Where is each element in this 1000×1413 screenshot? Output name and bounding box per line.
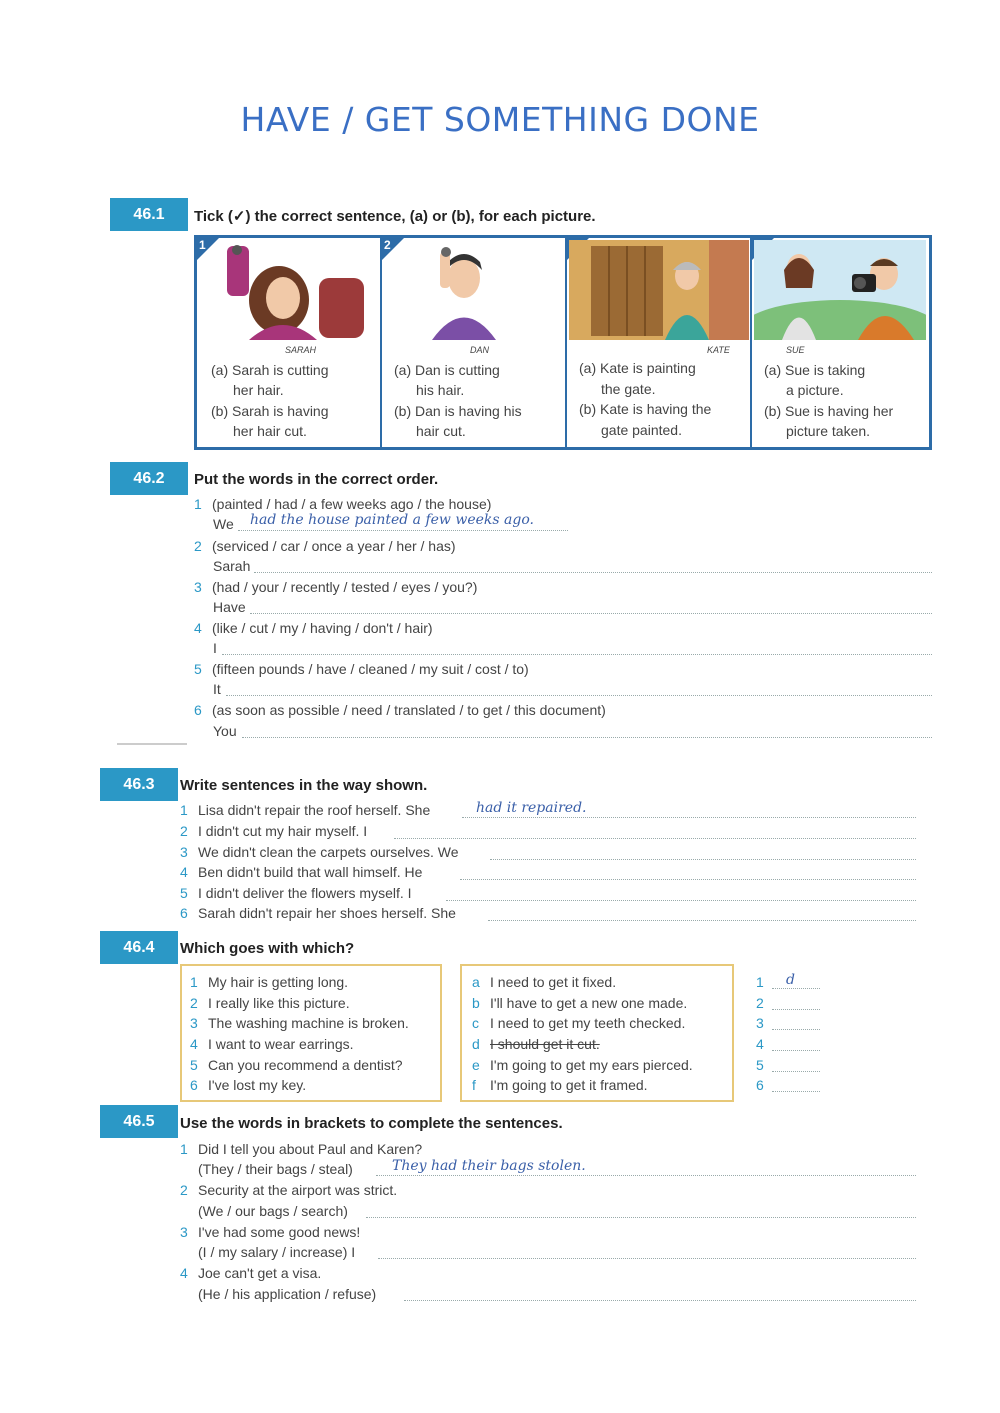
answer-line[interactable] bbox=[772, 988, 820, 989]
option-b-line1[interactable]: (b) Kate is having the bbox=[579, 401, 712, 417]
item-text: I'm going to get it framed. bbox=[490, 1077, 648, 1093]
word-prompt: (I / my salary / increase) I bbox=[198, 1244, 356, 1260]
exercise-badge-46-1: 46.1 bbox=[110, 198, 188, 231]
option-a-line1[interactable]: (a) Sue is taking bbox=[764, 362, 866, 378]
item-letter: d bbox=[472, 1036, 480, 1052]
item-number: 5 bbox=[194, 661, 202, 677]
picture-number: 1 bbox=[199, 238, 206, 252]
caption-name: SUE bbox=[786, 345, 805, 355]
left-item bbox=[190, 995, 350, 1011]
ex463-item bbox=[180, 844, 459, 860]
item-letter: b bbox=[472, 995, 480, 1011]
context-text: I've had some good news! bbox=[198, 1224, 361, 1240]
caption-name: SARAH bbox=[285, 345, 317, 355]
item-letter: a bbox=[472, 974, 480, 990]
item-text: The washing machine is broken. bbox=[208, 1015, 409, 1031]
gate-painting-illustration bbox=[569, 240, 749, 340]
option-a-line1[interactable]: (a) Dan is cutting bbox=[394, 362, 500, 378]
left-item bbox=[190, 1015, 409, 1031]
option-b-line2: picture taken. bbox=[786, 423, 871, 439]
right-item bbox=[472, 1057, 693, 1073]
caption-name: DAN bbox=[470, 345, 490, 355]
left-item bbox=[190, 1036, 354, 1052]
option-a-line2: the gate. bbox=[601, 381, 656, 397]
ex463-item bbox=[180, 802, 430, 818]
item-text: Sarah didn't repair her shoes herself. She bbox=[198, 905, 456, 921]
item-text: My hair is getting long. bbox=[208, 974, 349, 990]
left-item bbox=[190, 974, 348, 990]
handwritten-answer: They had their bags stolen. bbox=[392, 1158, 586, 1174]
sentence-start: It bbox=[213, 681, 221, 697]
item-text: I didn't deliver the flowers myself. I bbox=[198, 885, 412, 901]
answer-line[interactable] bbox=[462, 817, 916, 818]
picture-panel bbox=[194, 235, 932, 450]
item-number: 4 bbox=[180, 864, 188, 880]
exercise-instruction-46-3: Write sentences in the way shown. bbox=[180, 777, 428, 794]
ex465-context bbox=[180, 1224, 360, 1240]
answer-number: 1 bbox=[756, 974, 764, 990]
caption-name: KATE bbox=[707, 345, 730, 355]
item-number: 6 bbox=[180, 905, 188, 921]
right-item bbox=[472, 974, 616, 990]
item-text: We didn't clean the carpets ourselves. We bbox=[198, 844, 459, 860]
item-text: I should get it cut. bbox=[490, 1036, 600, 1052]
item-number: 3 bbox=[180, 1224, 188, 1240]
exercise-instruction-46-4: Which goes with which? bbox=[180, 940, 355, 957]
divider bbox=[117, 743, 187, 745]
option-b-line2: her hair cut. bbox=[233, 423, 307, 439]
item-letter: e bbox=[472, 1057, 480, 1073]
option-a-line2: his hair. bbox=[416, 382, 465, 398]
option-b-line1[interactable]: (b) Dan is having his bbox=[394, 403, 522, 419]
answer-number: 3 bbox=[756, 1015, 764, 1031]
sentence-start: Sarah bbox=[213, 558, 251, 574]
answer-number: 6 bbox=[756, 1077, 764, 1093]
item-number: 5 bbox=[180, 885, 188, 901]
answer-line[interactable] bbox=[446, 900, 916, 901]
item-text: I've lost my key. bbox=[208, 1077, 307, 1093]
exercise-instruction-46-5: Use the words in brackets to complete the sentences. bbox=[180, 1115, 563, 1132]
right-item bbox=[472, 995, 687, 1011]
ex463-item bbox=[180, 885, 412, 901]
word-prompt: (as soon as possible / need / translated / to get / this document) bbox=[212, 702, 606, 718]
item-text: I need to get my teeth checked. bbox=[490, 1015, 686, 1031]
answer-line[interactable] bbox=[488, 920, 916, 921]
answer-line[interactable] bbox=[772, 1029, 820, 1030]
item-number: 2 bbox=[180, 1182, 188, 1198]
ex463-item bbox=[180, 905, 456, 921]
item-letter: c bbox=[472, 1015, 479, 1031]
item-number: 3 bbox=[180, 844, 188, 860]
word-prompt: (had / your / recently / tested / eyes / you?) bbox=[212, 579, 478, 595]
item-number: 4 bbox=[190, 1036, 198, 1052]
item-text: I didn't cut my hair myself. I bbox=[198, 823, 368, 839]
word-prompt: (He / his application / refuse) bbox=[198, 1286, 377, 1302]
item-number: 3 bbox=[194, 579, 202, 595]
page-title: HAVE / GET SOMETHING DONE bbox=[240, 100, 760, 139]
item-number: 4 bbox=[180, 1265, 188, 1281]
item-text: Lisa didn't repair the roof herself. She bbox=[198, 802, 431, 818]
answer-line[interactable] bbox=[460, 879, 916, 880]
answer-line[interactable] bbox=[226, 695, 932, 696]
answer-line[interactable] bbox=[254, 572, 932, 573]
ex463-item bbox=[180, 823, 367, 839]
answer-line[interactable] bbox=[250, 613, 932, 614]
exercise-badge-46-5: 46.5 bbox=[100, 1105, 178, 1138]
item-number: 1 bbox=[180, 1141, 188, 1157]
answer-line[interactable] bbox=[222, 654, 932, 655]
word-prompt: (We / our bags / search) bbox=[198, 1203, 348, 1219]
exercise-instruction-46-1: Tick (✓) the correct sentence, (a) or (b), for each picture. bbox=[194, 208, 596, 225]
option-a-line1[interactable]: (a) Kate is painting bbox=[579, 360, 696, 376]
ex463-item bbox=[180, 864, 422, 880]
sentence-start: You bbox=[213, 723, 237, 739]
answer-line[interactable] bbox=[772, 1071, 820, 1072]
item-text: Can you recommend a dentist? bbox=[208, 1057, 403, 1073]
left-item bbox=[190, 1057, 403, 1073]
item-number: 2 bbox=[180, 823, 188, 839]
exercise-instruction-46-2: Put the words in the correct order. bbox=[194, 471, 439, 488]
sentence-start: We bbox=[213, 516, 234, 532]
context-text: Joe can't get a visa. bbox=[198, 1265, 322, 1281]
picture-1 bbox=[197, 238, 382, 447]
right-item bbox=[472, 1077, 648, 1093]
answer-line[interactable] bbox=[242, 737, 932, 738]
item-number: 1 bbox=[180, 802, 188, 818]
context-text: Did I tell you about Paul and Karen? bbox=[198, 1141, 423, 1157]
ex465-context bbox=[180, 1265, 321, 1281]
word-prompt: (like / cut / my / having / don't / hair) bbox=[212, 620, 433, 636]
left-item bbox=[190, 1077, 306, 1093]
answer-number: 2 bbox=[756, 995, 764, 1011]
option-b-line1[interactable]: (b) Sue is having her bbox=[764, 403, 894, 419]
word-prompt: (fifteen pounds / have / cleaned / my suit / cost / to) bbox=[212, 661, 529, 677]
ex465-context bbox=[180, 1141, 422, 1157]
answer-line[interactable] bbox=[772, 1050, 820, 1051]
word-prompt: (serviced / car / once a year / her / has) bbox=[212, 538, 456, 554]
answer-line[interactable] bbox=[376, 1175, 916, 1176]
answer-line[interactable] bbox=[772, 1009, 820, 1010]
item-number: 6 bbox=[194, 702, 202, 718]
picture-number: 2 bbox=[384, 238, 391, 252]
item-text: I really like this picture. bbox=[208, 995, 350, 1011]
item-text: I need to get it fixed. bbox=[490, 974, 617, 990]
item-number: 2 bbox=[194, 538, 202, 554]
option-b-line2: gate painted. bbox=[601, 422, 682, 438]
option-a-line1[interactable]: (a) Sarah is cutting bbox=[211, 362, 329, 378]
right-item bbox=[472, 1036, 600, 1052]
item-text: I'm going to get my ears pierced. bbox=[490, 1057, 693, 1073]
exercise-badge-46-3: 46.3 bbox=[100, 768, 178, 801]
picture-3 bbox=[567, 238, 752, 447]
option-b-line2: hair cut. bbox=[416, 423, 466, 439]
handwritten-answer: d bbox=[786, 972, 795, 988]
answer-line[interactable] bbox=[366, 1217, 916, 1218]
answer-number: 4 bbox=[756, 1036, 764, 1052]
item-letter: f bbox=[472, 1077, 476, 1093]
item-number: 4 bbox=[194, 620, 202, 636]
exercise-badge-46-2: 46.2 bbox=[110, 462, 188, 495]
answer-line[interactable] bbox=[238, 530, 568, 531]
item-text: Ben didn't build that wall himself. He bbox=[198, 864, 423, 880]
man-cutting-hair-illustration bbox=[384, 240, 564, 340]
word-prompt: (painted / had / a few weeks ago / the house) bbox=[212, 496, 492, 512]
answer-line[interactable] bbox=[378, 1258, 916, 1259]
option-a-line2: her hair. bbox=[233, 382, 284, 398]
item-number: 3 bbox=[190, 1015, 198, 1031]
handwritten-answer: had the house painted a few weeks ago. bbox=[250, 512, 534, 528]
answer-line[interactable] bbox=[404, 1300, 916, 1301]
answer-number: 5 bbox=[756, 1057, 764, 1073]
context-text: Security at the airport was strict. bbox=[198, 1182, 398, 1198]
exercise-badge-46-4: 46.4 bbox=[100, 931, 178, 964]
option-a-line2: a picture. bbox=[786, 382, 844, 398]
item-text: I'll have to get a new one made. bbox=[490, 995, 688, 1011]
item-number: 2 bbox=[190, 995, 198, 1011]
answer-line[interactable] bbox=[394, 838, 916, 839]
item-number: 5 bbox=[190, 1057, 198, 1073]
item-number: 1 bbox=[190, 974, 198, 990]
sentence-start: I bbox=[213, 640, 217, 656]
option-b-line1[interactable]: (b) Sarah is having bbox=[211, 403, 329, 419]
handwritten-answer: had it repaired. bbox=[476, 800, 587, 816]
sentence-start: Have bbox=[213, 599, 246, 615]
item-number: 1 bbox=[194, 496, 202, 512]
answer-line[interactable] bbox=[772, 1091, 820, 1092]
item-text: I want to wear earrings. bbox=[208, 1036, 354, 1052]
hair-cutting-illustration bbox=[199, 240, 379, 340]
word-prompt: (They / their bags / steal) bbox=[198, 1161, 353, 1177]
photo-taking-illustration bbox=[754, 240, 926, 340]
picture-2 bbox=[382, 238, 567, 447]
answer-line[interactable] bbox=[490, 859, 916, 860]
ex465-context bbox=[180, 1182, 397, 1198]
picture-4 bbox=[752, 238, 929, 447]
right-item bbox=[472, 1015, 685, 1031]
item-number: 6 bbox=[190, 1077, 198, 1093]
